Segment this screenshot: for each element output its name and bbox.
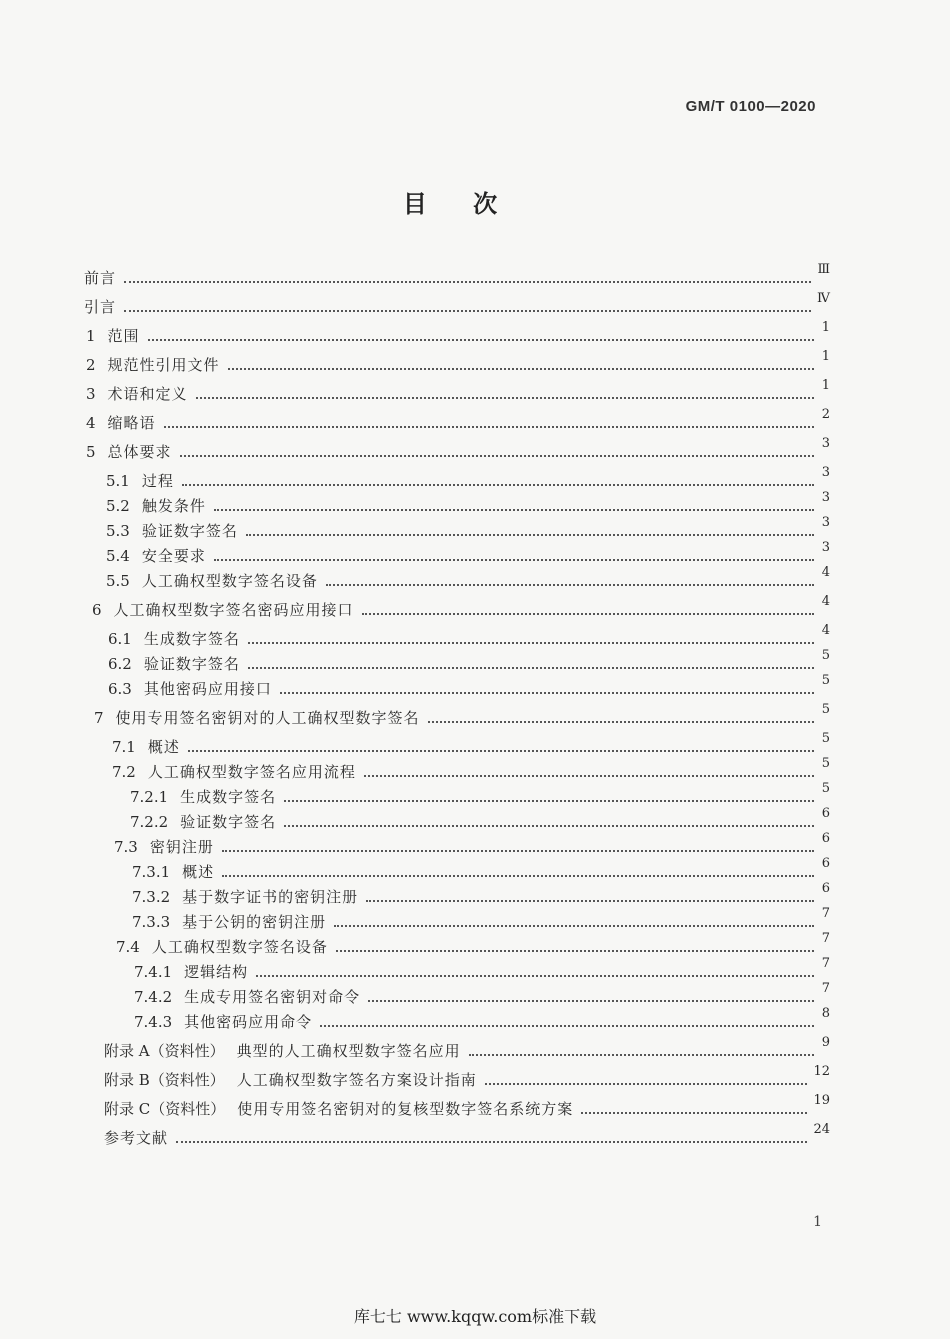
toc-entry-title: 人工确权型数字签名设备 — [141, 572, 318, 590]
toc-entry-title: 验证数字签名 — [141, 522, 238, 540]
toc-entry[interactable] — [116, 931, 830, 957]
toc-entry[interactable] — [130, 781, 830, 807]
toc-title: 目 次 — [402, 190, 498, 218]
dot-leader — [336, 949, 814, 952]
toc-entry[interactable] — [108, 648, 830, 674]
toc-entry-page: 5 — [821, 673, 830, 688]
toc-entry-page: 7 — [821, 981, 830, 996]
toc-entry-number: 附录 A（资料性） — [104, 1042, 225, 1060]
toc-entry-page: 3 — [821, 540, 830, 555]
toc-entry[interactable] — [108, 623, 830, 649]
toc-entry-number: 6.2 — [108, 655, 132, 673]
dot-leader — [248, 641, 814, 644]
toc-entry[interactable] — [114, 831, 830, 857]
toc-entry[interactable] — [134, 1006, 830, 1032]
toc-entry-page: 1 — [821, 378, 830, 393]
dot-leader — [284, 799, 814, 802]
toc-entry-title: 其他密码应用接口 — [143, 680, 272, 698]
toc-entry-page: 5 — [821, 648, 830, 663]
dot-leader — [148, 338, 814, 341]
toc-entry-number: 7.3.3 — [132, 913, 171, 931]
toc-entry-title: 规范性引用文件 — [107, 356, 220, 374]
toc-entry-page: 5 — [821, 731, 830, 746]
toc-entry-title: 总体要求 — [107, 443, 172, 461]
standard-code: GM/T 0100—2020 — [685, 98, 816, 115]
dot-leader — [222, 874, 814, 877]
toc-entry-number: 7.2 — [112, 763, 136, 781]
toc-entry[interactable] — [106, 540, 830, 566]
page-number: 1 — [813, 1214, 822, 1230]
toc-entry-page: 1 — [821, 349, 830, 364]
toc-entry-number: 7.4.3 — [134, 1013, 173, 1031]
toc-entry[interactable] — [86, 378, 830, 404]
toc-entry-title: 参考文献 — [104, 1129, 169, 1147]
toc-entry[interactable] — [134, 956, 830, 982]
toc-entry[interactable] — [84, 291, 830, 317]
toc-entry-title: 使用专用签名密钥对的人工确权型数字签名 — [115, 709, 420, 727]
toc-entry-title: 生成专用签名密钥对命令 — [184, 988, 361, 1006]
toc-entry-title: 术语和定义 — [107, 385, 188, 403]
toc-entry[interactable] — [112, 731, 830, 757]
toc-entry-page: 3 — [821, 490, 830, 505]
toc-entry-page: Ⅳ — [817, 291, 830, 306]
toc-entry[interactable] — [106, 465, 830, 491]
dot-leader — [428, 720, 814, 723]
toc-entry-page: 7 — [821, 956, 830, 971]
dot-leader — [214, 558, 814, 561]
toc-entry-number: 附录 C（资料性） — [104, 1100, 226, 1118]
toc-entry-page: 5 — [821, 756, 830, 771]
dot-leader — [246, 533, 814, 536]
toc-entry-title: 引言 — [84, 298, 117, 316]
toc-entry-title: 人工确权型数字签名设备 — [151, 938, 328, 956]
toc-entry-page: 3 — [821, 436, 830, 451]
toc-entry[interactable] — [132, 906, 830, 932]
toc-entry-page: 6 — [821, 806, 830, 821]
toc-entry[interactable] — [134, 981, 830, 1007]
toc-entry-number: 附录 B（资料性） — [104, 1071, 225, 1089]
toc-entry-number: 5.1 — [106, 472, 130, 490]
dot-leader — [196, 396, 814, 399]
toc-entry-page: 7 — [821, 931, 830, 946]
toc-entry-number: 7.3.1 — [132, 863, 171, 881]
toc-entry-page: 7 — [821, 906, 830, 921]
toc-entry-title: 其他密码应用命令 — [184, 1013, 313, 1031]
toc-entry[interactable] — [106, 515, 830, 541]
dot-leader — [214, 508, 814, 511]
toc-entry-title: 人工确权型数字签名应用流程 — [147, 763, 356, 781]
dot-leader — [485, 1082, 808, 1085]
toc-entry-title: 基于数字证书的密钥注册 — [182, 888, 359, 906]
toc-entry-title: 典型的人工确权型数字签名应用 — [236, 1042, 461, 1060]
toc-entry-number: 7.4.2 — [134, 988, 173, 1006]
dot-leader — [228, 367, 814, 370]
toc-entry-number: 6.3 — [108, 680, 132, 698]
toc-entry-title: 范围 — [107, 327, 140, 345]
toc-entry-page: 6 — [821, 881, 830, 896]
toc-entry-number: 7.3.2 — [132, 888, 171, 906]
toc-entry[interactable] — [104, 1035, 830, 1061]
toc-entry[interactable] — [104, 1093, 830, 1119]
toc-entry-title: 基于公钥的密钥注册 — [182, 913, 327, 931]
toc-entry-page: 3 — [821, 515, 830, 530]
dot-leader — [362, 612, 814, 615]
toc-entry-title: 前言 — [84, 269, 117, 287]
toc-entry-title: 过程 — [141, 472, 174, 490]
toc-entry[interactable] — [106, 490, 830, 516]
toc-entry[interactable] — [104, 1122, 830, 1148]
toc-entry-page: 12 — [813, 1064, 830, 1079]
toc-entry-title: 逻辑结构 — [184, 963, 249, 981]
toc-entry-number: 6.1 — [108, 630, 132, 648]
dot-leader — [280, 691, 814, 694]
toc-entry-title: 验证数字签名 — [180, 813, 277, 831]
toc-entry-title: 触发条件 — [141, 497, 206, 515]
toc-entry-page: 3 — [821, 465, 830, 480]
dot-leader — [124, 309, 811, 312]
toc-entry[interactable] — [86, 407, 830, 433]
toc-entry-number: 7.1 — [112, 738, 136, 756]
toc-entry-title: 概述 — [147, 738, 180, 756]
footer-watermark: 库七七 www.kqqw.com标准下载 — [353, 1307, 597, 1326]
dot-leader — [176, 1140, 807, 1143]
toc-entry-page: 19 — [813, 1093, 830, 1108]
toc-entry-title: 生成数字签名 — [143, 630, 240, 648]
toc-entry-number: 4 — [86, 414, 96, 432]
toc-entry-number: 5.3 — [106, 522, 130, 540]
toc-entry-title: 密钥注册 — [149, 838, 214, 856]
toc-entry-number: 5 — [86, 443, 96, 461]
toc-entry-number: 7.2.1 — [130, 788, 169, 806]
toc-entry[interactable] — [86, 436, 830, 462]
dot-leader — [248, 666, 814, 669]
toc-entry-number: 7.3 — [114, 838, 138, 856]
toc-entry-page: 2 — [821, 407, 830, 422]
toc-entry-title: 缩略语 — [107, 414, 156, 432]
dot-leader — [364, 774, 814, 777]
toc-entry-page: 4 — [821, 623, 830, 638]
toc-entry-title: 人工确权型数字签名方案设计指南 — [236, 1071, 477, 1089]
toc-entry[interactable] — [86, 320, 830, 346]
toc-entry[interactable] — [94, 702, 830, 728]
dot-leader — [581, 1111, 807, 1114]
toc-entry[interactable] — [84, 262, 830, 288]
dot-leader — [256, 974, 814, 977]
toc-entry[interactable] — [132, 881, 830, 907]
toc-entry-page: 4 — [821, 565, 830, 580]
toc-entry-number: 3 — [86, 385, 96, 403]
toc-entry-page: 6 — [821, 831, 830, 846]
toc-entry[interactable] — [92, 594, 830, 620]
toc-entry-number: 5.4 — [106, 547, 130, 565]
dot-leader — [334, 924, 814, 927]
toc-entry-page: Ⅲ — [817, 262, 830, 277]
dot-leader — [180, 454, 814, 457]
toc-entry-page: 5 — [821, 702, 830, 717]
toc-entry-number: 7 — [94, 709, 104, 727]
toc-entry[interactable] — [130, 806, 830, 832]
toc-entry-page: 4 — [821, 594, 830, 609]
toc-entry[interactable] — [104, 1064, 830, 1090]
toc-entry[interactable] — [132, 856, 830, 882]
toc-entry-number: 1 — [86, 327, 96, 345]
toc-entry-number: 7.4 — [116, 938, 140, 956]
dot-leader — [320, 1024, 814, 1027]
toc-entry-title: 安全要求 — [141, 547, 206, 565]
toc-entry[interactable] — [106, 565, 830, 591]
dot-leader — [326, 583, 814, 586]
toc-entry-number: 5.2 — [106, 497, 130, 515]
toc-entry-number: 7.4.1 — [134, 963, 173, 981]
toc-entry-title: 验证数字签名 — [143, 655, 240, 673]
toc-entry-title: 概述 — [182, 863, 215, 881]
toc-entry-title: 使用专用签名密钥对的复核型数字签名系统方案 — [237, 1100, 574, 1118]
toc-entry-page: 6 — [821, 856, 830, 871]
toc-entry[interactable] — [86, 349, 830, 375]
dot-leader — [124, 280, 811, 283]
toc-entry-number: 6 — [92, 601, 102, 619]
dot-leader — [182, 483, 814, 486]
toc-entry[interactable] — [112, 756, 830, 782]
toc-entry-page: 1 — [821, 320, 830, 335]
toc-entry-page: 24 — [813, 1122, 830, 1137]
toc-entry-title: 人工确权型数字签名密码应用接口 — [113, 601, 354, 619]
toc-entry-page: 9 — [821, 1035, 830, 1050]
toc-entry-number: 2 — [86, 356, 96, 374]
dot-leader — [188, 749, 814, 752]
toc-entry-page: 8 — [821, 1006, 830, 1021]
toc-entry-number: 5.5 — [106, 572, 130, 590]
dot-leader — [164, 425, 814, 428]
toc-entry-number: 7.2.2 — [130, 813, 169, 831]
toc-entry-title: 生成数字签名 — [180, 788, 277, 806]
dot-leader — [469, 1053, 814, 1056]
dot-leader — [284, 824, 814, 827]
toc-entry[interactable] — [108, 673, 830, 699]
toc-entry-page: 5 — [821, 781, 830, 796]
dot-leader — [366, 899, 814, 902]
dot-leader — [368, 999, 814, 1002]
dot-leader — [222, 849, 814, 852]
